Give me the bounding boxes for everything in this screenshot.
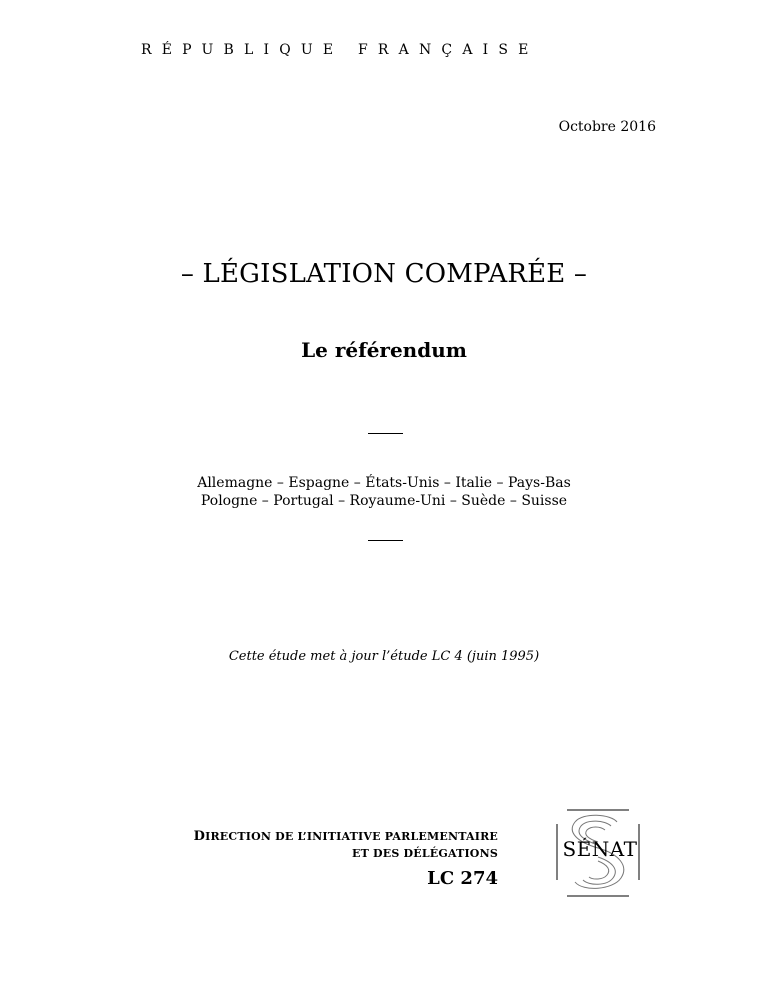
separator-rule-top (368, 433, 403, 434)
separator-rule-bottom (368, 540, 403, 541)
countries-line-1: Allemagne – Espagne – États-Unis – Italie – Pays-Bas (197, 475, 571, 491)
document-subtitle: Le référendum (301, 338, 467, 362)
direction-line-1 (194, 830, 498, 844)
update-note: Cette étude met à jour l’étude LC 4 (juin 1995) (228, 649, 540, 664)
direction-line-1-rest: IRECTION DE L’INITIATIVE PARLEMENTAIRE (205, 830, 498, 843)
direction-line-2: ET DES DÉLÉGATIONS (352, 847, 498, 860)
countries-line-2: Pologne – Portugal – Royaume-Uni – Suède – Suisse (200, 493, 568, 509)
document-code: LC 274 (427, 868, 498, 889)
publication-date: Octobre 2016 (558, 119, 656, 135)
senat-logo-text: SÉNAT (562, 837, 638, 861)
direction-initial: D (193, 829, 206, 844)
document-series-title: – LÉGISLATION COMPARÉE – (180, 259, 588, 289)
header-republique-francaise: RÉPUBLIQUE FRANÇAISE (141, 42, 539, 58)
